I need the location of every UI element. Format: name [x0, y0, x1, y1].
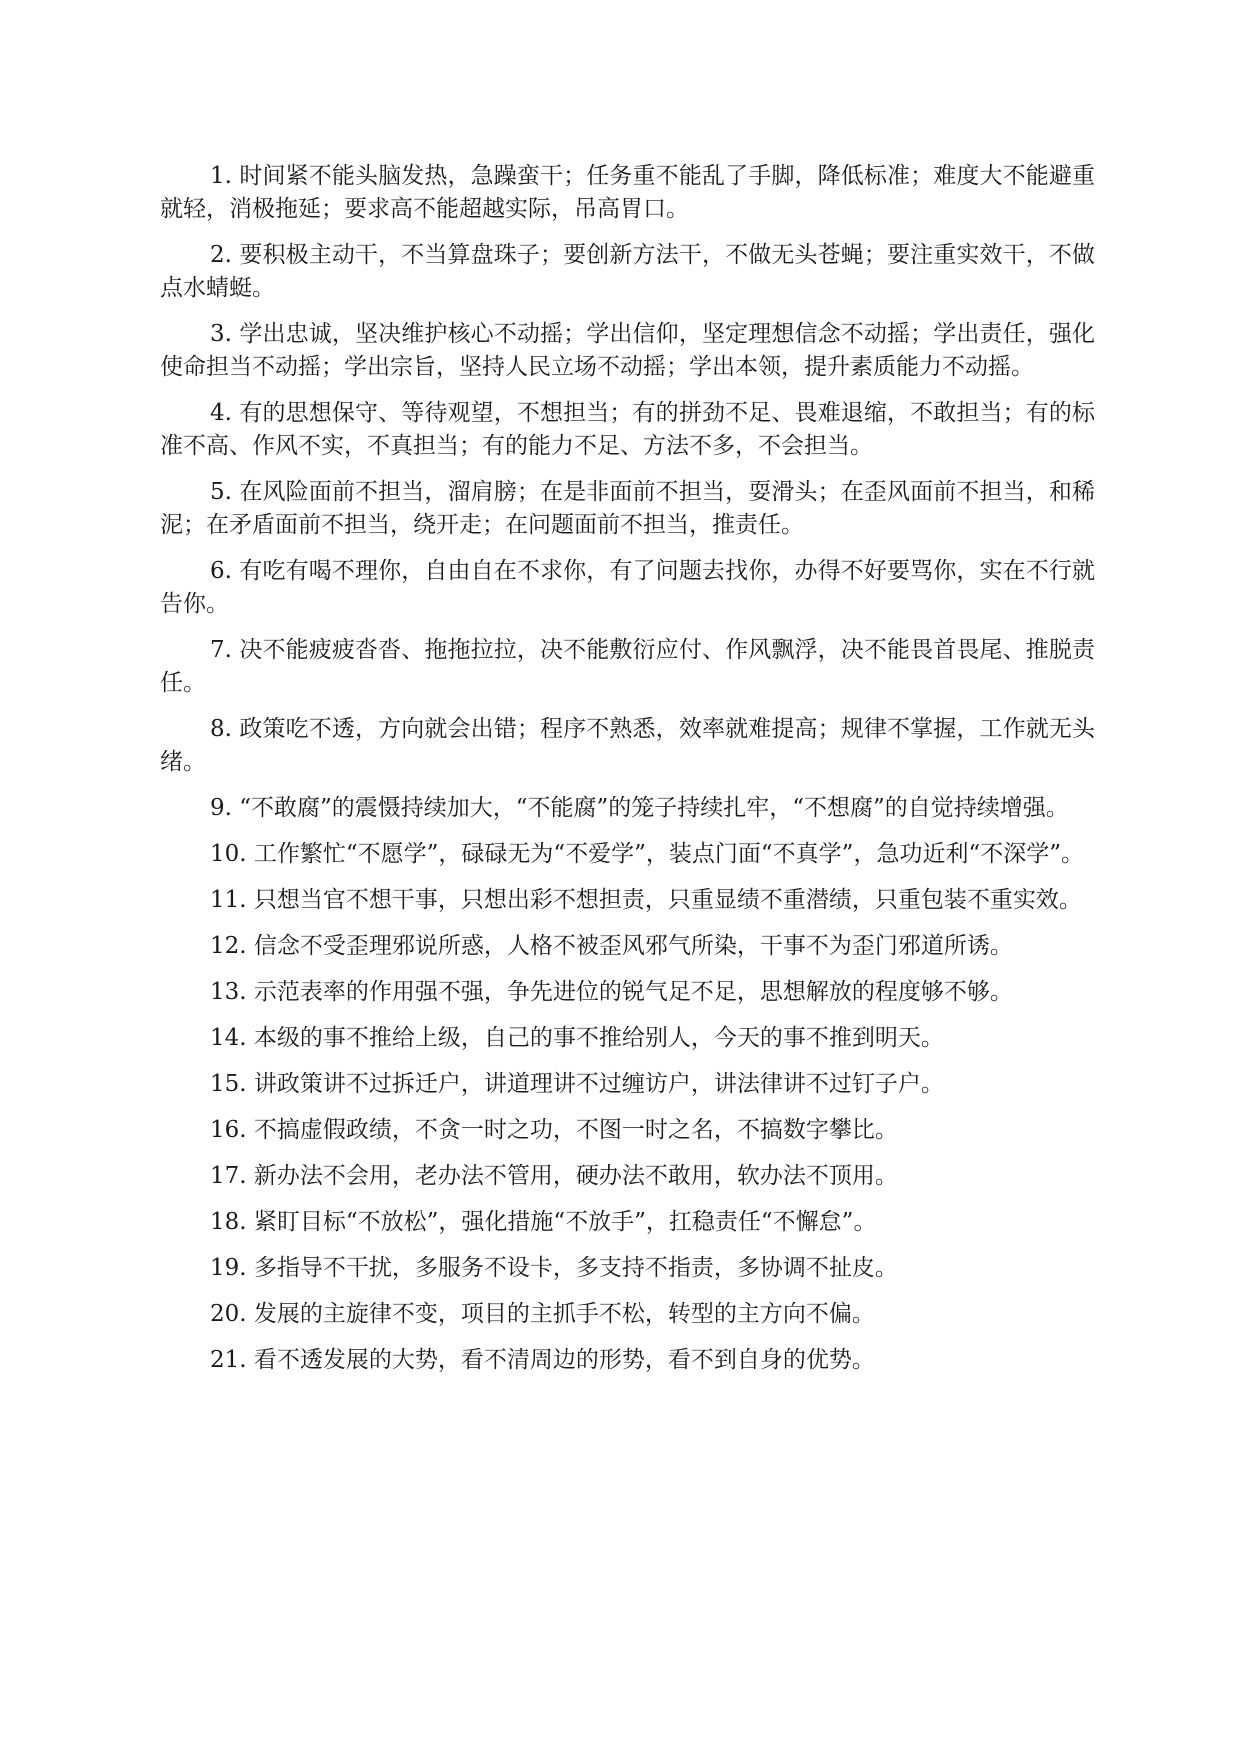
document-page — [160, 160, 1095, 1390]
paragraph-16: 16. 不搞虚假政绩，不贪一时之功，不图一时之名，不搞数字攀比。 — [210, 1117, 898, 1143]
paragraph-21: 21. 看不透发展的大势，看不清周边的形势，看不到自身的优势。 — [210, 1347, 875, 1373]
paragraph-10: 10. 工作繁忙“不愿学”，碌碌无为“不爱学”，装点门面“不真学”，急功近利“不深学”。 — [210, 841, 1084, 867]
paragraph-14: 14. 本级的事不推给上级，自己的事不推给别人，今天的事不推到明天。 — [210, 1025, 944, 1051]
paragraph-9: 9. “不敢腐”的震慑持续加大，“不能腐”的笼子持续扎牢，“不想腐”的自觉持续增强。 — [210, 795, 1069, 821]
paragraph-11: 11. 只想当官不想干事，只想出彩不想担责，只重显绩不重潜绩，只重包装不重实效。 — [210, 887, 1082, 913]
paragraph-1: 1. 时间紧不能头脑发热，急躁蛮干；任务重不能乱了手脚，降低标准；难度大不能避重就轻，消极拖延；要求高不能超越实际，吊高胃口。 — [160, 163, 1095, 222]
paragraph-7: 7. 决不能疲疲沓沓、拖拖拉拉，决不能敷衍应付、作风飘浮，决不能畏首畏尾、推脱责任。 — [160, 637, 1095, 696]
paragraph-5: 5. 在风险面前不担当，溜肩膀；在是非面前不担当，耍滑头；在歪风面前不担当，和稀泥；在矛盾面前不担当，绕开走；在问题面前不担当，推责任。 — [160, 479, 1095, 538]
paragraph-15: 15. 讲政策讲不过拆迁户，讲道理讲不过缠访户，讲法律讲不过钉子户。 — [210, 1071, 944, 1097]
paragraph-2: 2. 要积极主动干，不当算盘珠子；要创新方法干，不做无头苍蝇；要注重实效干，不做点水蜻蜓。 — [160, 242, 1095, 301]
paragraph-6: 6. 有吃有喝不理你，自由自在不求你，有了问题去找你，办得不好要骂你，实在不行就告你。 — [160, 558, 1095, 617]
paragraph-17: 17. 新办法不会用，老办法不管用，硬办法不敢用，软办法不顶用。 — [210, 1163, 898, 1189]
paragraph-20: 20. 发展的主旋律不变，项目的主抓手不松，转型的主方向不偏。 — [210, 1301, 875, 1327]
paragraph-4: 4. 有的思想保守、等待观望，不想担当；有的拼劲不足、畏难退缩，不敢担当；有的标准不高、作风不实，不真担当；有的能力不足、方法不多，不会担当。 — [160, 400, 1095, 459]
paragraph-13: 13. 示范表率的作用强不强，争先进位的锐气足不足，思想解放的程度够不够。 — [210, 979, 1013, 1005]
paragraph-8: 8. 政策吃不透，方向就会出错；程序不熟悉，效率就难提高；规律不掌握，工作就无头绪。 — [160, 716, 1095, 775]
paragraph-18: 18. 紧盯目标“不放松”，强化措施“不放手”，扛稳责任“不懈怠”。 — [210, 1209, 877, 1235]
paragraph-12: 12. 信念不受歪理邪说所惑，人格不被歪风邪气所染，干事不为歪门邪道所诱。 — [210, 933, 1013, 959]
paragraph-3: 3. 学出忠诚，坚决维护核心不动摇；学出信仰，坚定理想信念不动摇；学出责任，强化使命担当不动摇；学出宗旨，坚持人民立场不动摇；学出本领，提升素质能力不动摇。 — [160, 321, 1095, 380]
paragraph-19: 19. 多指导不干扰，多服务不设卡，多支持不指责，多协调不扯皮。 — [210, 1255, 898, 1281]
